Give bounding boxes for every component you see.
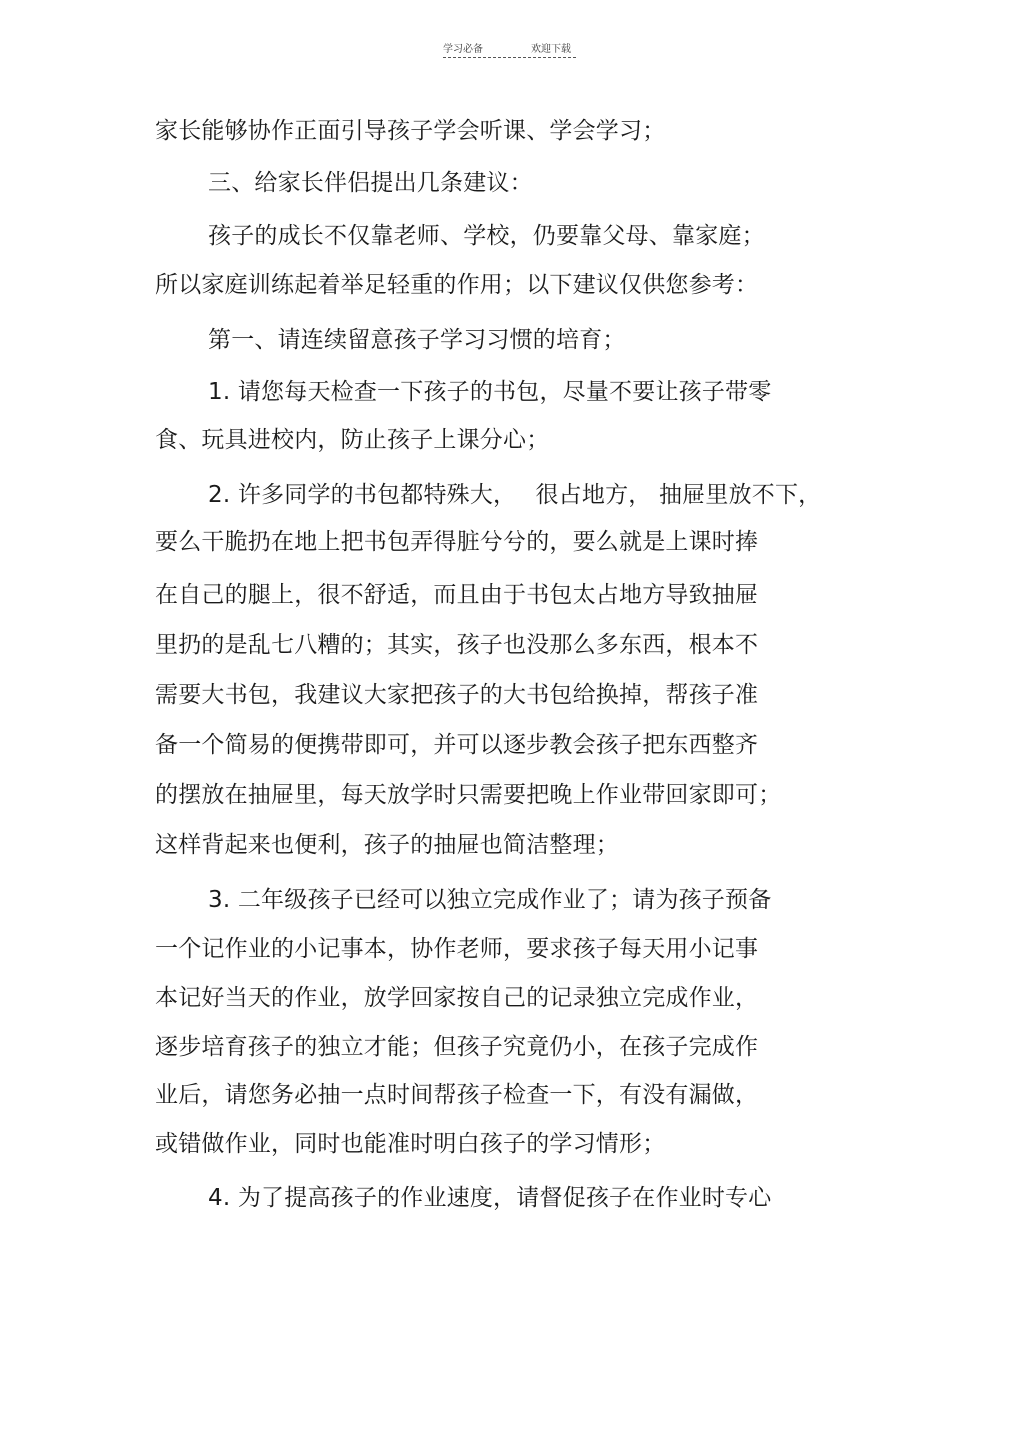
header-left-text: 学习必备 — [443, 44, 483, 55]
item-4-line-1: 4. 为了提高孩子的作业速度，请督促孩子在作业时专心 — [208, 1185, 772, 1211]
item-3-line-6: 或错做作业，同时也能准时明白孩子的学习情形； — [155, 1131, 666, 1157]
item-2-line-5: 需要大书包，我建议大家把孩子的大书包给换掉，帮孩子准 — [155, 682, 759, 708]
header-rule — [443, 57, 576, 58]
text-line-3: 孩子的成长不仅靠老师、学校，仍要靠父母、靠家庭； — [208, 223, 765, 249]
item-3-line-4: 逐步培育孩子的独立才能；但孩子究竟仍小，在孩子完成作 — [155, 1034, 759, 1060]
header-right-text: 欢迎下载 — [531, 44, 571, 55]
item-3-line-5: 业后，请您务必抽一点时间帮孩子检查一下，有没有漏做， — [155, 1082, 759, 1108]
item-1-line-2: 食、玩具进校内，防止孩子上课分心； — [155, 427, 550, 453]
item-1-line-1: 1. 请您每天检查一下孩子的书包，尽量不要让孩子带零 — [208, 379, 772, 405]
item-3-line-2: 一个记作业的小记事本，协作老师，要求孩子每天用小记事 — [155, 936, 759, 962]
page-header — [443, 40, 576, 62]
subheading-first: 第一、请连续留意孩子学习习惯的培育； — [208, 327, 626, 353]
item-3-line-1: 3. 二年级孩子已经可以独立完成作业了；请为孩子预备 — [208, 887, 772, 913]
item-2-line-2: 要么干脆扔在地上把书包弄得脏兮兮的，要么就是上课时捧 — [155, 529, 759, 555]
text-line-4: 所以家庭训练起着举足轻重的作用；以下建议仅供您参考： — [155, 272, 759, 298]
item-2-line-3: 在自己的腿上，很不舒适，而且由于书包太占地方导致抽屉 — [155, 582, 759, 608]
item-2-line-1: 2. 许多同学的书包都特殊大， 很占地方， 抽屉里放不下， — [208, 482, 822, 508]
text-line-1: 家长能够协作正面引导孩子学会听课、学会学习； — [155, 118, 666, 144]
item-2-line-7: 的摆放在抽屉里，每天放学时只需要把晚上作业带回家即可； — [155, 782, 782, 808]
section-heading-3: 三、给家长伴侣提出几条建议： — [208, 170, 533, 196]
item-2-line-8: 这样背起来也便利，孩子的抽屉也简洁整理； — [155, 832, 619, 858]
item-2-line-6: 备一个简易的便携带即可，并可以逐步教会孩子把东西整齐 — [155, 732, 759, 758]
item-2-line-4: 里扔的是乱七八糟的；其实，孩子也没那么多东西，根本不 — [155, 632, 759, 658]
item-3-line-3: 本记好当天的作业，放学回家按自己的记录独立完成作业， — [155, 985, 759, 1011]
